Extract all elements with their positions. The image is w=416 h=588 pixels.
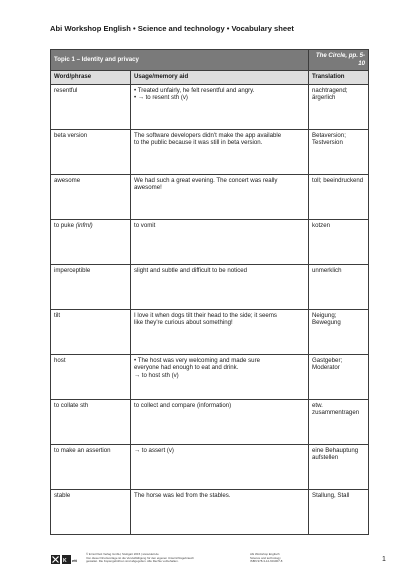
usage-line xyxy=(134,132,305,140)
column-header-usage: Usage/memory aid xyxy=(131,70,309,84)
usage-text: We had such a great evening. The concert was really xyxy=(134,176,278,184)
vocabulary-entries xyxy=(51,84,369,534)
table-row xyxy=(51,309,369,354)
product-info xyxy=(250,553,282,564)
topic-source: The Circle, pp. 5-10 xyxy=(309,50,369,71)
usage-bullet-line xyxy=(134,357,305,365)
translation-cell: etw. zusammentragen xyxy=(309,399,369,444)
bullet-icon: • xyxy=(134,94,138,102)
publisher-line: Von dieser Druckvorlage ist die Vervielfältigung für den eigenen Unterrichtsgebrauch xyxy=(86,555,194,560)
translation-cell: unmerklich xyxy=(309,264,369,309)
word-text: to collate sth xyxy=(54,401,89,409)
publisher-line: © Ernst Klett Verlag GmbH, Stuttgart 2015 | www.klett.de xyxy=(86,552,159,556)
column-header-word: Word/phrase xyxy=(51,70,131,84)
word-cell xyxy=(51,219,131,264)
publisher-line: gestattet. Die Kopiergebühren sind abgegolten. Alle Rechte vorbehalten. xyxy=(86,559,179,564)
usage-line xyxy=(134,177,305,185)
usage-text: to vomit xyxy=(134,221,156,229)
usage-line xyxy=(134,267,305,275)
usage-cell xyxy=(131,174,309,219)
usage-line xyxy=(134,447,305,455)
svg-text:ett: ett xyxy=(72,558,77,563)
usage-cell xyxy=(131,489,309,534)
usage-text: to the public because it was still in beta version. xyxy=(134,139,263,147)
word-cell xyxy=(51,354,131,399)
translation-cell: Stallung, Stall xyxy=(309,489,369,534)
usage-cell xyxy=(131,264,309,309)
word-cell xyxy=(51,309,131,354)
word-text: to make an assertion xyxy=(54,446,111,454)
word-cell xyxy=(51,84,131,129)
publisher-info xyxy=(86,553,246,564)
bullet-icon: • xyxy=(134,86,138,94)
topic-row xyxy=(51,50,369,71)
table-row xyxy=(51,354,369,399)
topic-title: Topic 1 – Identity and privacy xyxy=(51,50,309,71)
usage-bullet-line xyxy=(134,87,305,95)
word-text: imperceptible xyxy=(54,266,91,274)
usage-text: awesome! xyxy=(134,184,162,192)
usage-text: to collect and compare (information) xyxy=(134,401,232,409)
word-text: host xyxy=(54,356,66,364)
usage-line xyxy=(134,492,305,500)
word-text: resentful xyxy=(54,86,78,94)
translation-cell: kotzen xyxy=(309,219,369,264)
usage-line xyxy=(134,139,305,147)
usage-text: The host was very welcoming and made sure xyxy=(137,356,260,364)
word-text: to puke xyxy=(54,221,74,229)
usage-line xyxy=(134,364,305,372)
product-line: ISBN 978-3-12-601007-8 xyxy=(250,559,283,564)
page-footer xyxy=(50,553,390,569)
word-cell xyxy=(51,174,131,219)
usage-line xyxy=(134,222,305,230)
usage-line xyxy=(134,319,305,327)
word-cell xyxy=(51,444,131,489)
usage-bullet-line xyxy=(134,94,305,102)
translation-cell: Neigung; Bewegung xyxy=(309,309,369,354)
word-text: awesome xyxy=(54,176,81,184)
usage-text: slight and subtle and difficult to be noticed xyxy=(134,266,248,274)
bullet-icon: • xyxy=(134,356,138,364)
vocabulary-table xyxy=(50,49,369,535)
usage-cell xyxy=(131,444,309,489)
word-cell xyxy=(51,264,131,309)
word-text: beta version xyxy=(54,131,88,139)
usage-text: I love it when dogs tilt their head to the side; it seems xyxy=(134,311,277,319)
translation-cell: Gastgeber; Moderator xyxy=(309,354,369,399)
word-cell xyxy=(51,489,131,534)
column-header-translation: Translation xyxy=(309,70,369,84)
translation-cell: nachtragend; ärgerlich xyxy=(309,84,369,129)
word-text: tilt xyxy=(54,311,61,319)
table-row xyxy=(51,219,369,264)
table-row xyxy=(51,489,369,534)
table-row xyxy=(51,174,369,219)
svg-text:K: K xyxy=(63,558,67,564)
translation-cell: eine Behauptung aufstellen xyxy=(309,444,369,489)
usage-text: The horse was led from the stables. xyxy=(134,491,231,499)
usage-cell xyxy=(131,129,309,174)
usage-line xyxy=(134,184,305,192)
publisher-logo xyxy=(50,553,80,566)
usage-text: like they're curious about something! xyxy=(134,319,233,327)
usage-cell xyxy=(131,354,309,399)
translation-cell: Betaversion; Testversion xyxy=(309,129,369,174)
usage-text: The software developers didn't make the app available xyxy=(134,131,282,139)
table-row xyxy=(51,84,369,129)
usage-text: → to assert (v) xyxy=(134,446,174,454)
word-register-note: (infml) xyxy=(75,221,93,229)
usage-cell xyxy=(131,309,309,354)
word-cell xyxy=(51,399,131,444)
usage-line xyxy=(134,372,305,380)
usage-cell xyxy=(131,399,309,444)
usage-line xyxy=(134,402,305,410)
word-text: stable xyxy=(54,491,71,499)
usage-cell xyxy=(131,219,309,264)
page-title: Abi Workshop English • Science and technology • Vocabulary sheet xyxy=(50,24,294,33)
page-number: 1 xyxy=(382,556,386,563)
product-line: Science and technology xyxy=(250,555,281,560)
table-row xyxy=(51,399,369,444)
table-row xyxy=(51,129,369,174)
usage-line xyxy=(134,312,305,320)
translation-cell: toll; beeindruckend xyxy=(309,174,369,219)
product-line: Abi Workshop Englisch xyxy=(250,552,280,556)
usage-cell xyxy=(131,84,309,129)
usage-text: → to host sth (v) xyxy=(134,372,179,380)
table-row xyxy=(51,444,369,489)
usage-text: Treated unfairly, he felt resentful and angry. xyxy=(137,86,255,94)
usage-text: everyone had enough to eat and drink. xyxy=(134,364,239,372)
usage-text: → to resent sth (v) xyxy=(137,94,188,102)
table-row xyxy=(51,264,369,309)
word-cell xyxy=(51,129,131,174)
header-row xyxy=(51,70,369,84)
